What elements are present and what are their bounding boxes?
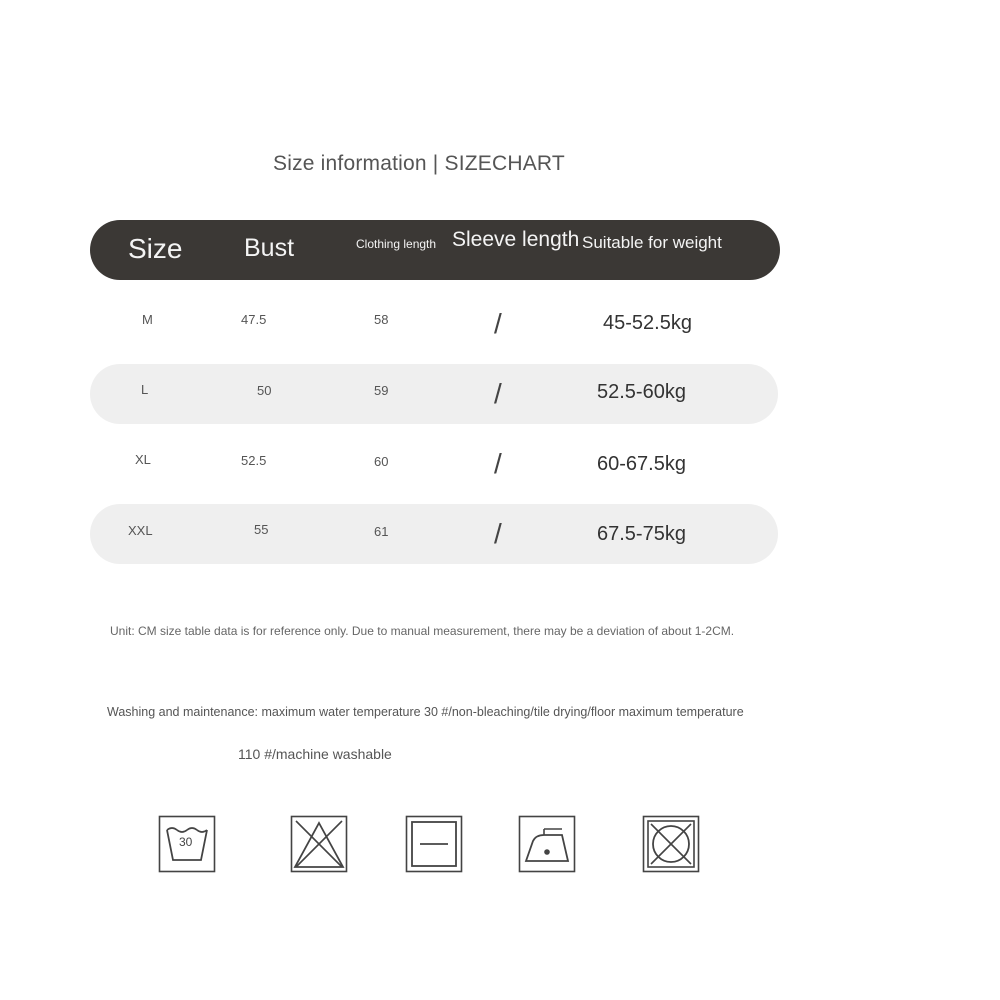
cell-size: XL xyxy=(135,452,151,467)
cell-sleeve: / xyxy=(494,308,502,339)
page-title: Size information | SIZECHART xyxy=(273,152,565,175)
cell-bust: 55 xyxy=(254,522,269,537)
table-header xyxy=(90,220,780,280)
cell-bust: 47.5 xyxy=(241,312,267,327)
cell-length: 60 xyxy=(374,454,389,469)
cell-length: 59 xyxy=(374,383,389,398)
cell-length: 58 xyxy=(374,312,389,327)
cell-bust: 52.5 xyxy=(241,453,267,468)
header-size: Size xyxy=(128,233,183,264)
no-bleach-icon xyxy=(290,815,348,873)
cell-sleeve: / xyxy=(494,378,502,409)
iron-icon xyxy=(518,815,576,873)
table-row xyxy=(90,364,778,424)
care-instructions-line1: Washing and maintenance: maximum water temperature 30 #/non-bleaching/tile drying/floor maximum temperature xyxy=(107,705,744,719)
care-instructions-line2: 110 #/machine washable xyxy=(238,746,392,762)
wash-temp-label: 30 xyxy=(179,835,193,849)
cell-length: 61 xyxy=(374,524,389,539)
wash-30-icon xyxy=(158,815,216,873)
header-sleeve-length: Sleeve length xyxy=(452,228,580,251)
header-bust: Bust xyxy=(244,234,295,262)
cell-sleeve: / xyxy=(494,448,502,479)
cell-weight: 60-67.5kg xyxy=(597,453,686,475)
no-tumble-dry-icon xyxy=(642,815,700,873)
measurement-note: Unit: CM size table data is for reference only. Due to manual measurement, there may be a deviation of about 1-2CM. xyxy=(110,624,735,638)
header-clothing-length: Clothing length xyxy=(356,237,437,251)
cell-weight: 67.5-75kg xyxy=(597,523,686,545)
flat-dry-icon xyxy=(405,815,463,873)
cell-weight: 45-52.5kg xyxy=(603,312,692,334)
cell-bust: 50 xyxy=(257,383,272,398)
cell-sleeve: / xyxy=(494,518,502,549)
cell-size: L xyxy=(141,382,149,397)
cell-size: M xyxy=(142,312,153,327)
table-row xyxy=(90,434,778,494)
table-row xyxy=(90,292,778,352)
header-weight: Suitable for weight xyxy=(582,233,722,252)
table-row xyxy=(90,504,778,564)
cell-size: XXL xyxy=(128,523,153,538)
cell-weight: 52.5-60kg xyxy=(597,381,686,403)
